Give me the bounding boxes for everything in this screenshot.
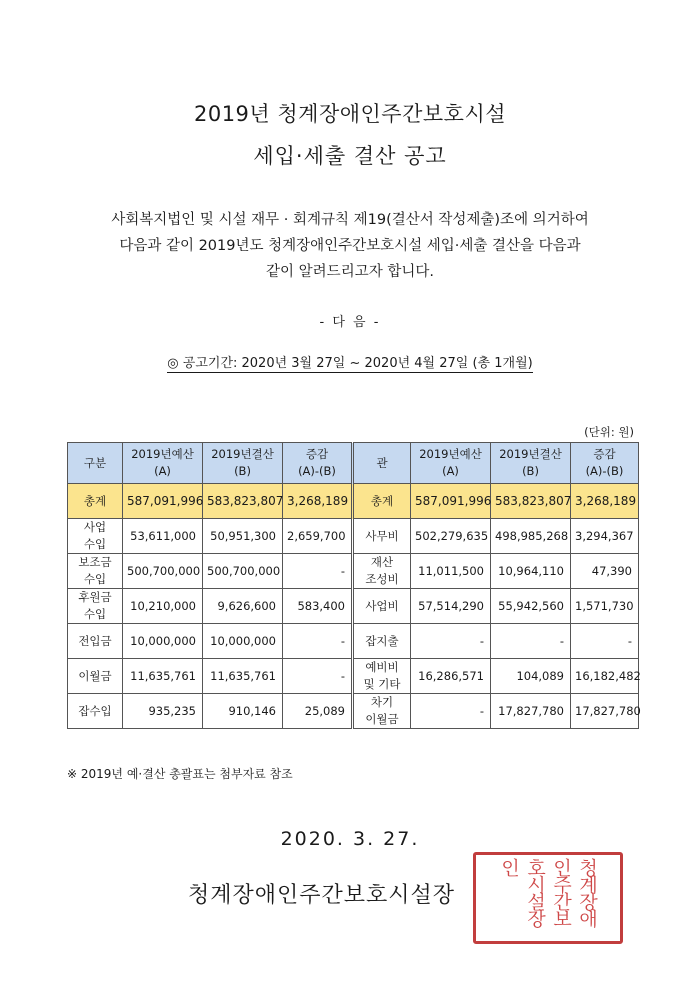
header-budget: 2019년예산 (A)	[123, 443, 203, 484]
header-gwan: 관	[353, 443, 411, 484]
official-seal	[473, 852, 623, 944]
revenue-settle: 10,000,000	[203, 624, 283, 659]
total-exp-budget: 587,091,996	[411, 484, 491, 519]
table-row	[68, 694, 639, 729]
intro-line-2: 다음과 같이 2019년도 청계장애인주간보호시설 세입·세출 결산을 다음과	[119, 238, 581, 254]
total-settle: 583,823,807	[203, 484, 283, 519]
total-row	[68, 484, 639, 519]
expense-settle: 10,964,110	[491, 554, 571, 589]
intro-line-1: 사회복지법인 및 시설 재무 · 회계규칙 제19(결산서 작성제출)조에 의거하여	[111, 212, 589, 228]
revenue-category: 사업 수입	[68, 519, 123, 554]
revenue-diff: -	[283, 659, 353, 694]
notice-period	[0, 352, 700, 371]
total-exp-label: 총계	[353, 484, 411, 519]
intro-line-3: 같이 알려드리고자 합니다.	[266, 264, 434, 280]
notice-period-text: ◎ 공고기간: 2020년 3월 27일 ~ 2020년 4월 27일 (총 1개월)	[167, 356, 533, 371]
table-header-row	[68, 443, 639, 484]
header-exp-budget: 2019년예산 (A)	[411, 443, 491, 484]
expense-category: 차기 이월금	[353, 694, 411, 729]
intro-paragraph	[60, 207, 640, 285]
expense-diff: 47,390	[571, 554, 639, 589]
revenue-category: 보조금 수입	[68, 554, 123, 589]
total-exp-diff: 3,268,189	[571, 484, 639, 519]
total-exp-settle: 583,823,807	[491, 484, 571, 519]
revenue-budget: 53,611,000	[123, 519, 203, 554]
organization-name: 청계장애인주간보호시설장	[188, 883, 456, 908]
notice-date: 2020. 3. 27.	[280, 828, 420, 850]
footnote: ※ 2019년 예·결산 총괄표는 첨부자료 참조	[67, 767, 293, 781]
expense-budget: 16,286,571	[411, 659, 491, 694]
expense-settle: 55,942,560	[491, 589, 571, 624]
expense-diff: 17,827,780	[571, 694, 639, 729]
revenue-settle: 50,951,300	[203, 519, 283, 554]
revenue-category: 후원금 수입	[68, 589, 123, 624]
revenue-category: 전입금	[68, 624, 123, 659]
unit-label: (단위: 원)	[584, 425, 634, 439]
expense-settle: -	[491, 624, 571, 659]
expense-diff: -	[571, 624, 639, 659]
expense-category: 사업비	[353, 589, 411, 624]
expense-diff: 1,571,730	[571, 589, 639, 624]
expense-category: 예비비 및 기타	[353, 659, 411, 694]
header-diff: 증감 (A)-(B)	[283, 443, 353, 484]
total-diff: 3,268,189	[283, 484, 353, 519]
revenue-diff: -	[283, 554, 353, 589]
revenue-budget: 10,210,000	[123, 589, 203, 624]
seal-text: 청계장애인주간보호시설장인	[498, 858, 598, 926]
expense-category: 재산 조성비	[353, 554, 411, 589]
total-budget: 587,091,996	[123, 484, 203, 519]
expense-settle: 17,827,780	[491, 694, 571, 729]
total-label: 총계	[68, 484, 123, 519]
revenue-settle: 500,700,000	[203, 554, 283, 589]
table-row	[68, 659, 639, 694]
revenue-diff: 583,400	[283, 589, 353, 624]
da-eum-heading: - 다 음 -	[319, 315, 381, 330]
revenue-budget: 500,700,000	[123, 554, 203, 589]
revenue-budget: 11,635,761	[123, 659, 203, 694]
header-exp-settle: 2019년결산 (B)	[491, 443, 571, 484]
table-row	[68, 554, 639, 589]
revenue-diff: -	[283, 624, 353, 659]
revenue-category: 이월금	[68, 659, 123, 694]
table-row	[68, 589, 639, 624]
expense-budget: 502,279,635	[411, 519, 491, 554]
revenue-diff: 25,089	[283, 694, 353, 729]
expense-budget: -	[411, 624, 491, 659]
expense-settle: 104,089	[491, 659, 571, 694]
document-subtitle: 세입·세출 결산 공고	[253, 144, 447, 168]
revenue-category: 잡수입	[68, 694, 123, 729]
expense-budget: 11,011,500	[411, 554, 491, 589]
table-row	[68, 519, 639, 554]
header-exp-diff: 증감 (A)-(B)	[571, 443, 639, 484]
revenue-diff: 2,659,700	[283, 519, 353, 554]
revenue-settle: 910,146	[203, 694, 283, 729]
header-gubun: 구분	[68, 443, 123, 484]
revenue-settle: 9,626,600	[203, 589, 283, 624]
header-settle: 2019년결산 (B)	[203, 443, 283, 484]
revenue-budget: 10,000,000	[123, 624, 203, 659]
expense-settle: 498,985,268	[491, 519, 571, 554]
expense-diff: 16,182,482	[571, 659, 639, 694]
revenue-settle: 11,635,761	[203, 659, 283, 694]
expense-category: 사무비	[353, 519, 411, 554]
expense-diff: 3,294,367	[571, 519, 639, 554]
table-row	[68, 624, 639, 659]
settlement-table	[67, 442, 639, 729]
revenue-budget: 935,235	[123, 694, 203, 729]
expense-budget: -	[411, 694, 491, 729]
expense-category: 잡지출	[353, 624, 411, 659]
document-title: 2019년 청계장애인주간보호시설	[193, 102, 507, 126]
expense-budget: 57,514,290	[411, 589, 491, 624]
